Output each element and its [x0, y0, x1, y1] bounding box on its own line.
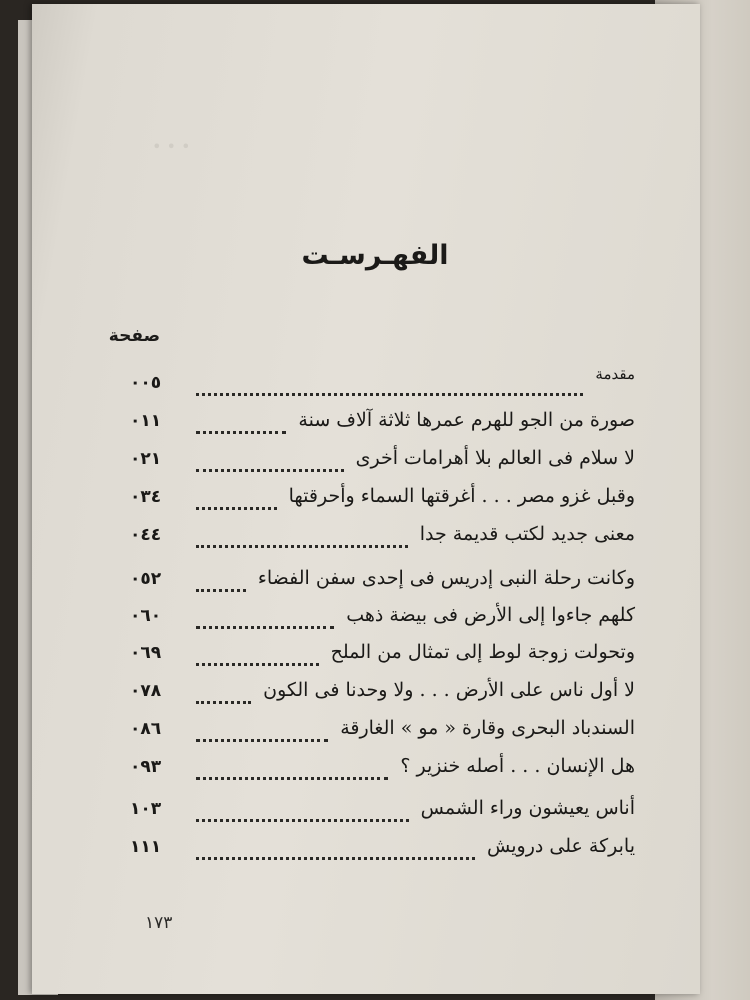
- toc-entry-title: صورة من الجو للهرم عمرها ثلاثة آلاف سنة: [298, 409, 635, 431]
- toc-entry: [0, 717, 750, 777]
- toc-entry-leader-dots: [196, 465, 344, 472]
- toc-entry-page-number: ١١١: [130, 837, 162, 857]
- toc-entry-title: لا سلام فى العالم بلا أهرامات أخرى: [355, 447, 635, 469]
- toc-entry-title: أناس يعيشون وراء الشمس: [420, 797, 635, 819]
- toc-entry-leader-dots: [196, 427, 286, 434]
- toc-entry-title: يابركة على درويش: [487, 835, 635, 857]
- toc-entry-leader-dots: [196, 389, 583, 396]
- toc-entry-title: وقبل غزو مصر . . . أغرقتها السماء وأحرقتها: [288, 485, 635, 507]
- toc-entry-title: معنى جديد لكتب قديمة جدا: [419, 523, 635, 545]
- toc-entry: [0, 755, 750, 815]
- toc-entry-leader-dots: [196, 773, 388, 780]
- toc-entry-page-number: ٠٤٤: [130, 525, 162, 545]
- toc-entry-title: كلهم جاءوا إلى الأرض فى بيضة ذهب: [346, 604, 635, 626]
- toc-entry-leader-dots: [196, 659, 319, 666]
- toc-entry-page-number: ٠٨٦: [130, 719, 162, 739]
- toc-entry-leader-dots: [196, 622, 334, 629]
- toc-entry-page-number: ٠٥٢: [130, 569, 162, 589]
- toc-entry-page-number: ٠١١: [130, 411, 162, 431]
- toc-entry-page-number: ٠٧٨: [130, 681, 162, 701]
- toc-entry-page-number: ١٠٣: [130, 799, 162, 819]
- toc-entry-title: وتحولت زوجة لوط إلى تمثال من الملح: [330, 641, 635, 663]
- toc-entry: [0, 485, 750, 545]
- toc-entry-page-number: ٠٩٣: [130, 757, 162, 777]
- toc-entry-page-number: ٠٣٤: [130, 487, 162, 507]
- toc-entry: [0, 835, 750, 895]
- toc-entry: [0, 797, 750, 857]
- toc-entry-title: وكانت رحلة النبى إدريس فى إحدى سفن الفضاء: [257, 567, 635, 589]
- toc-entry-title: مقدمة: [595, 365, 635, 383]
- page-column-header: صفحة: [108, 326, 160, 346]
- toc-entry-leader-dots: [196, 697, 251, 704]
- toc-entry-title: السندباد البحرى وقارة « مو » الغارقة: [340, 717, 635, 739]
- page-title: الفهـرسـت: [301, 240, 449, 271]
- toc-entry-leader-dots: [196, 585, 246, 592]
- toc-entry-page-number: ٠٦٠: [130, 606, 162, 626]
- page-folio-number: ١٧٣: [145, 913, 173, 933]
- toc-entry-page-number: ٠٢١: [130, 449, 162, 469]
- toc-entry-leader-dots: [196, 541, 408, 548]
- toc-entry-title: هل الإنسان . . . أصله خنزير ؟: [400, 755, 635, 777]
- toc-entry-leader-dots: [196, 815, 409, 822]
- toc-entry-page-number: ٠٠٥: [130, 373, 162, 393]
- toc-entry-page-number: ٠٦٩: [130, 643, 162, 663]
- toc-entry-leader-dots: [196, 735, 328, 742]
- show-through-text: • • •: [152, 137, 191, 156]
- toc-entry-leader-dots: [196, 503, 277, 510]
- toc-entry-title: لا أول ناس على الأرض . . . ولا وحدنا فى الكون: [263, 679, 635, 701]
- toc-entry-leader-dots: [196, 853, 475, 860]
